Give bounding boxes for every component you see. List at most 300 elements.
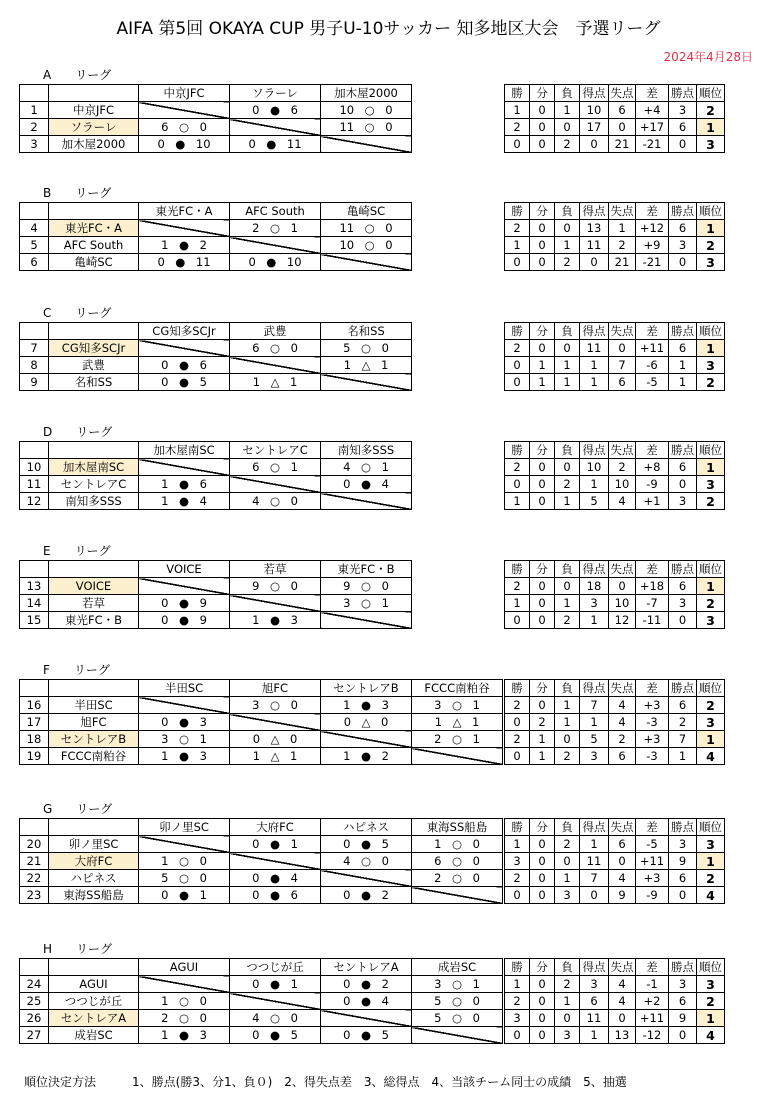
stat-cell: 1 [505, 595, 530, 612]
stat-cell: 6 [669, 119, 697, 136]
self-match-cell [321, 493, 412, 510]
stat-cell: 1 [530, 748, 555, 765]
stat-cell: 5 [580, 493, 609, 510]
stat-cell: 1 [555, 237, 580, 254]
match-grid [19, 958, 503, 1044]
stat-cell: 11 [580, 1010, 609, 1027]
rank-cell: 2 [697, 374, 725, 391]
stat-cell: +17 [636, 119, 669, 136]
stat-cell: 0 [505, 476, 530, 493]
self-match-cell [321, 136, 412, 153]
league-label: H リーグ [43, 942, 113, 956]
stat-cell: 0 [530, 459, 555, 476]
league-label: F リーグ [43, 663, 110, 677]
stat-cell: 0 [669, 887, 697, 904]
stat-header: 失点 [610, 204, 634, 218]
table-row [505, 476, 725, 493]
stat-cell: 0 [609, 853, 636, 870]
standings-table [504, 84, 725, 153]
stat-header: 失点 [610, 562, 634, 576]
table-row [505, 853, 725, 870]
team-number: 5 [20, 237, 49, 254]
stat-header: 勝 [505, 323, 530, 340]
corner-cell [49, 442, 139, 459]
match-result: 1 △ 1 [230, 374, 321, 391]
stat-cell: 0 [580, 136, 609, 153]
team-name: AFC South [49, 237, 139, 254]
stat-cell: 0 [530, 254, 555, 271]
team-name: 中京JFC [49, 102, 139, 119]
match-grid [19, 322, 412, 391]
match-result: 2 ○ 0 [139, 1010, 230, 1027]
rank-cell: 4 [697, 1027, 725, 1044]
team-name: セントレアC [49, 476, 139, 493]
team-number: 8 [20, 357, 49, 374]
team-name: 東海SS船島 [49, 887, 139, 904]
match-result: 0 ● 5 [139, 374, 230, 391]
standings-table [504, 322, 725, 391]
stat-cell: 1 [530, 374, 555, 391]
self-match-cell [139, 102, 230, 119]
rank-cell: 2 [697, 993, 725, 1010]
rank-cell: 4 [697, 887, 725, 904]
team-header: セントレアB [321, 680, 412, 697]
stat-header: 勝点 [669, 959, 697, 976]
stat-cell: 3 [669, 493, 697, 510]
team-number: 10 [20, 459, 49, 476]
stat-header: 得点 [580, 959, 609, 976]
team-number: 24 [20, 976, 49, 993]
team-name: セントレアA [49, 1010, 139, 1027]
stat-cell: 1 [669, 374, 697, 391]
rank-cell: 1 [697, 220, 725, 237]
match-result: 1 ○ 0 [139, 993, 230, 1010]
stat-header: 差 [636, 323, 669, 340]
table-row [505, 976, 725, 993]
standings-table [504, 441, 725, 510]
stat-cell: -9 [636, 476, 669, 493]
team-number: 4 [20, 220, 49, 237]
match-grid [19, 818, 503, 904]
stat-cell: 2 [505, 697, 530, 714]
team-header: FCCC南粕谷 [412, 680, 503, 697]
match-result: 1 △ 1 [230, 748, 321, 765]
stat-cell: 0 [669, 476, 697, 493]
stat-cell: 3 [555, 1027, 580, 1044]
stat-cell: 0 [505, 1027, 530, 1044]
match-result: 0 ● 4 [321, 993, 412, 1010]
stat-cell: 0 [609, 119, 636, 136]
table-row [505, 870, 725, 887]
corner-cell [49, 680, 139, 697]
self-match-cell [321, 731, 412, 748]
match-result: 2 ○ 1 [230, 220, 321, 237]
table-row [505, 220, 725, 237]
match-result: 1 ● 3 [321, 697, 412, 714]
stat-cell: 1 [555, 714, 580, 731]
match-result: 1 ● 3 [139, 1027, 230, 1044]
table-row [505, 136, 725, 153]
stat-cell: 2 [609, 459, 636, 476]
stat-header: 勝 [505, 442, 530, 459]
team-header: AFC South [230, 203, 321, 220]
rank-cell: 3 [697, 612, 725, 629]
stat-cell: -5 [636, 374, 669, 391]
match-result: 0 ● 3 [139, 714, 230, 731]
self-match-cell [230, 357, 321, 374]
team-name: AGUI [49, 976, 139, 993]
stat-cell: 3 [580, 595, 609, 612]
stat-cell: 6 [609, 836, 636, 853]
rank-cell: 2 [697, 102, 725, 119]
stat-header: 分 [530, 85, 555, 102]
stat-cell: 0 [530, 993, 555, 1010]
stat-header: 失点 [610, 324, 634, 338]
team-number: 19 [20, 748, 49, 765]
rank-cell: 1 [697, 459, 725, 476]
stat-cell: -21 [636, 136, 669, 153]
table-row [20, 493, 412, 510]
team-header: 東海SS船島 [412, 819, 503, 836]
table-row [20, 476, 412, 493]
stat-header: 勝点 [669, 442, 697, 459]
team-number: 27 [20, 1027, 49, 1044]
stat-cell: 7 [609, 357, 636, 374]
self-match-cell [139, 220, 230, 237]
stat-cell: 4 [609, 976, 636, 993]
stat-cell: 21 [609, 254, 636, 271]
self-match-cell [139, 697, 230, 714]
team-number: 15 [20, 612, 49, 629]
team-header: 東光FC・B [321, 561, 412, 578]
match-result: 6 ○ 1 [230, 459, 321, 476]
stat-header: 勝点 [669, 819, 697, 836]
table-row [20, 853, 503, 870]
standings-table [504, 958, 725, 1044]
table-row [20, 697, 503, 714]
stat-header: 勝点 [669, 323, 697, 340]
stat-header: 失点 [610, 681, 634, 695]
team-number: 6 [20, 254, 49, 271]
stat-cell: 0 [530, 119, 555, 136]
match-result: 1 ● 2 [321, 748, 412, 765]
stat-cell: +11 [636, 1010, 669, 1027]
stat-header: 勝点 [669, 203, 697, 220]
rank-cell: 2 [697, 870, 725, 887]
team-number: 22 [20, 870, 49, 887]
stat-cell: 0 [555, 220, 580, 237]
stat-cell: 6 [669, 993, 697, 1010]
table-row [505, 102, 725, 119]
stat-cell: 6 [580, 993, 609, 1010]
self-match-cell [230, 237, 321, 254]
stat-header: 勝 [505, 819, 530, 836]
stat-cell: 0 [505, 714, 530, 731]
stat-header: 得点 [580, 680, 609, 697]
team-header: 中京JFC [139, 85, 230, 102]
table-row [20, 136, 412, 153]
table-row [505, 731, 725, 748]
stat-cell: 2 [505, 870, 530, 887]
stat-header: 順位 [697, 680, 725, 697]
table-row [20, 976, 503, 993]
stat-cell: 1 [580, 357, 609, 374]
stat-cell: +11 [636, 853, 669, 870]
stat-cell: 0 [505, 612, 530, 629]
table-row [505, 714, 725, 731]
self-match-cell [321, 870, 412, 887]
stat-cell: 2 [505, 220, 530, 237]
match-grid [19, 202, 412, 271]
stat-cell: 1 [555, 993, 580, 1010]
stat-cell: 1 [555, 870, 580, 887]
stat-cell: 2 [555, 612, 580, 629]
match-result: 3 ○ 1 [321, 595, 412, 612]
table-row [20, 714, 503, 731]
stat-cell: +18 [636, 578, 669, 595]
team-number: 3 [20, 136, 49, 153]
self-match-cell [139, 976, 230, 993]
match-result: 0 ● 1 [230, 976, 321, 993]
stat-cell: 18 [580, 578, 609, 595]
stat-cell: 3 [505, 1010, 530, 1027]
stat-header: 分 [530, 323, 555, 340]
stat-cell: 2 [609, 731, 636, 748]
match-result: 0 ● 2 [321, 976, 412, 993]
stat-cell: -12 [636, 1027, 669, 1044]
team-number: 9 [20, 374, 49, 391]
team-header: 亀崎SC [321, 203, 412, 220]
stat-cell: 3 [669, 976, 697, 993]
stat-cell: 2 [555, 254, 580, 271]
match-result: 10 ○ 0 [321, 102, 412, 119]
match-result: 4 ○ 0 [230, 1010, 321, 1027]
match-result: 1 ● 3 [139, 748, 230, 765]
table-row [20, 578, 412, 595]
stat-cell: 0 [669, 254, 697, 271]
stat-cell: 0 [530, 697, 555, 714]
stat-cell: 1 [580, 476, 609, 493]
stat-cell: 1 [580, 612, 609, 629]
stat-cell: +3 [636, 697, 669, 714]
stat-cell: 11 [580, 340, 609, 357]
stat-cell: 1 [530, 731, 555, 748]
stat-cell: 2 [555, 836, 580, 853]
stat-cell: 1 [580, 1027, 609, 1044]
stat-header: 勝 [505, 561, 530, 578]
stat-cell: 13 [609, 1027, 636, 1044]
match-result: 0 ● 2 [321, 887, 412, 904]
stat-cell: 7 [669, 731, 697, 748]
team-name: 名和SS [49, 374, 139, 391]
stat-header: 得点 [580, 819, 609, 836]
match-result: 0 ● 6 [230, 102, 321, 119]
match-grid [19, 84, 412, 153]
table-row [20, 870, 503, 887]
team-number: 2 [20, 119, 49, 136]
team-number: 1 [20, 102, 49, 119]
table-row [20, 102, 412, 119]
rank-cell: 1 [697, 1010, 725, 1027]
league-label: B リーグ [43, 186, 112, 200]
corner-cell [49, 819, 139, 836]
team-header: 若草 [230, 561, 321, 578]
stat-header: 負 [555, 819, 580, 836]
team-number: 11 [20, 476, 49, 493]
table-row [505, 374, 725, 391]
match-result: 6 ○ 0 [412, 853, 503, 870]
self-match-cell [139, 459, 230, 476]
league-label: G リーグ [43, 802, 113, 816]
stat-cell: 17 [580, 119, 609, 136]
self-match-cell [321, 612, 412, 629]
table-row [505, 578, 725, 595]
stat-cell: 9 [669, 853, 697, 870]
match-result: 3 ○ 1 [412, 697, 503, 714]
stat-cell: 0 [555, 853, 580, 870]
stat-cell: 3 [669, 836, 697, 853]
table-row [505, 237, 725, 254]
self-match-cell [230, 595, 321, 612]
match-result: 1 △ 1 [321, 357, 412, 374]
stat-header: 順位 [697, 819, 725, 836]
stat-cell: 3 [669, 595, 697, 612]
table-row [505, 612, 725, 629]
match-result: 0 ● 1 [139, 887, 230, 904]
match-result: 6 ○ 0 [230, 340, 321, 357]
match-result: 0 ● 10 [230, 254, 321, 271]
table-row [505, 119, 725, 136]
corner-cell [20, 819, 49, 836]
team-header: ソラーレ [230, 85, 321, 102]
rank-cell: 1 [697, 578, 725, 595]
stat-header: 分 [530, 680, 555, 697]
team-header: ハピネス [321, 819, 412, 836]
stat-cell: -7 [636, 595, 669, 612]
stat-cell: 1 [505, 237, 530, 254]
self-match-cell [412, 1027, 503, 1044]
table-row [505, 748, 725, 765]
stat-cell: +9 [636, 237, 669, 254]
table-row [20, 595, 412, 612]
stat-cell: 9 [609, 887, 636, 904]
match-result: 5 ○ 0 [139, 870, 230, 887]
match-result: 2 ○ 1 [412, 731, 503, 748]
stat-cell: 0 [555, 459, 580, 476]
stat-cell: 1 [505, 976, 530, 993]
stat-cell: 0 [530, 595, 555, 612]
corner-cell [49, 203, 139, 220]
team-header: つつじが丘 [230, 959, 321, 976]
team-number: 13 [20, 578, 49, 595]
stat-cell: 2 [505, 119, 530, 136]
stat-cell: +12 [636, 220, 669, 237]
stat-cell: 0 [555, 731, 580, 748]
team-number: 25 [20, 993, 49, 1010]
stat-header: 勝点 [669, 680, 697, 697]
match-result: 4 ○ 1 [321, 459, 412, 476]
team-header: 南知多SSS [321, 442, 412, 459]
rank-cell: 3 [697, 136, 725, 153]
stat-header: 失点 [610, 443, 634, 457]
stat-cell: 0 [609, 578, 636, 595]
stat-cell: 6 [669, 697, 697, 714]
table-row [505, 836, 725, 853]
stat-cell: 0 [530, 102, 555, 119]
stat-cell: 0 [530, 237, 555, 254]
stat-cell: 6 [609, 102, 636, 119]
team-name: 武豊 [49, 357, 139, 374]
stat-cell: 7 [580, 697, 609, 714]
stat-header: 勝 [505, 680, 530, 697]
self-match-cell [321, 1010, 412, 1027]
stat-cell: 7 [580, 870, 609, 887]
stat-cell: 0 [530, 136, 555, 153]
rank-cell: 2 [697, 595, 725, 612]
match-result: 5 ○ 0 [321, 340, 412, 357]
stat-cell: +11 [636, 340, 669, 357]
team-name: CG知多SCJr [49, 340, 139, 357]
team-header: 名和SS [321, 323, 412, 340]
team-number: 7 [20, 340, 49, 357]
team-header: 成岩SC [412, 959, 503, 976]
match-result: 9 ○ 0 [230, 578, 321, 595]
stat-cell: 6 [609, 748, 636, 765]
team-name: 南知多SSS [49, 493, 139, 510]
stat-cell: 1 [555, 595, 580, 612]
stat-header: 分 [530, 819, 555, 836]
stat-cell: +3 [636, 870, 669, 887]
match-result: 1 ○ 0 [412, 836, 503, 853]
league-label: C リーグ [43, 306, 112, 320]
corner-cell [20, 442, 49, 459]
rank-cell: 1 [697, 731, 725, 748]
league-label: E リーグ [43, 544, 111, 558]
stat-header: 失点 [610, 960, 634, 974]
match-result: 0 ● 10 [139, 136, 230, 153]
table-row [20, 220, 412, 237]
stat-cell: 9 [669, 1010, 697, 1027]
team-number: 14 [20, 595, 49, 612]
team-name: VOICE [49, 578, 139, 595]
team-header: 旭FC [230, 680, 321, 697]
team-name: 加木屋南SC [49, 459, 139, 476]
self-match-cell [139, 836, 230, 853]
stat-cell: 3 [669, 102, 697, 119]
self-match-cell [139, 340, 230, 357]
stat-cell: 0 [555, 578, 580, 595]
stat-cell: -6 [636, 357, 669, 374]
table-row [505, 993, 725, 1010]
team-name: 半田SC [49, 697, 139, 714]
rank-cell: 3 [697, 476, 725, 493]
stat-header: 負 [555, 561, 580, 578]
match-result: 0 △ 0 [230, 731, 321, 748]
match-result: 4 ○ 0 [230, 493, 321, 510]
stat-cell: -21 [636, 254, 669, 271]
stat-cell: +8 [636, 459, 669, 476]
stat-cell: 0 [505, 748, 530, 765]
table-row [505, 254, 725, 271]
stat-header: 順位 [697, 203, 725, 220]
stat-header: 順位 [697, 442, 725, 459]
stat-cell: 0 [580, 887, 609, 904]
self-match-cell [321, 374, 412, 391]
match-result: 11 ○ 0 [321, 119, 412, 136]
stat-cell: 0 [669, 1027, 697, 1044]
corner-cell [49, 561, 139, 578]
standings-table [504, 560, 725, 629]
